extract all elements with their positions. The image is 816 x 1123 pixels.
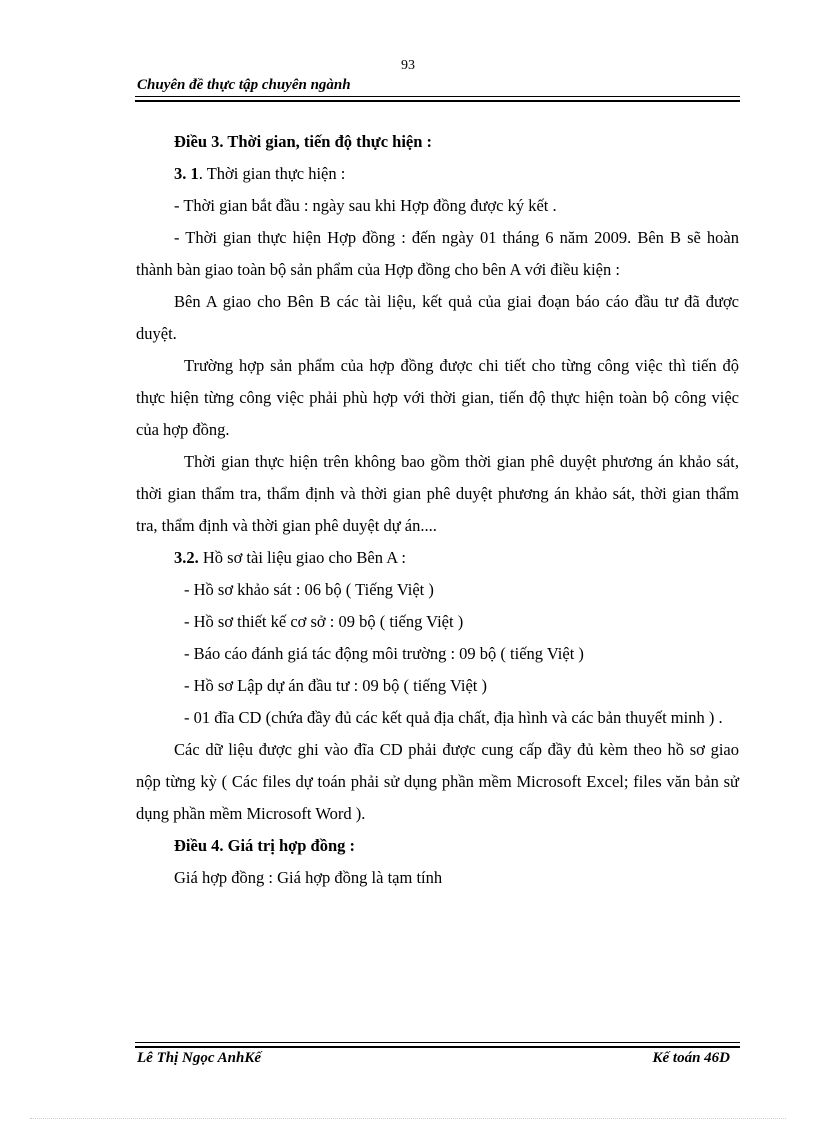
list-item: - Hồ sơ Lập dự án đầu tư : 09 bộ ( tiếng Việt ) [184,676,488,695]
list-item: - Hồ sơ thiết kế cơ sở : 09 bộ ( tiếng Việt ) [184,612,464,631]
paragraph-exclusion: Thời gian thực hiện trên không bao gồm thời gian phê duyệt phương án khảo sát, thời gian thẩm tra, thẩm định và thời gian phê duyệt phương án khảo sát, thời gian thẩm tra, thẩm định và thời gian phê duyệt dự án.... [136,452,739,535]
paragraph-cd: - 01 đĩa CD (chứa đầy đủ các kết quả địa chất, địa hình và các bản thuyết minh ) . [184,708,723,727]
footer-author: Lê Thị Ngọc AnhKế [137,1050,262,1066]
document-body [136,126,739,894]
section-3-2-text: Hồ sơ tài liệu giao cho Bên A : [198,548,406,567]
header-rule [135,96,740,102]
section-3-1 [136,158,739,190]
paragraph-price: Giá hợp đồng : Giá hợp đồng là tạm tính [174,868,443,887]
paragraph-data: Các dữ liệu được ghi vào đĩa CD phải được cung cấp đầy đủ kèm theo hồ sơ giao nộp từng kỳ ( Các files dự toán phải sử dụng phần mềm Microsoft Excel; files văn bản sử dụng phần mềm Microsoft Word ). [136,740,739,823]
paragraph-start-time: - Thời gian bắt đầu : ngày sau khi Hợp đồng được ký kết . [174,196,557,215]
paragraph-duration: - Thời gian thực hiện Hợp đồng : đến ngày 01 tháng 6 năm 2009. Bên B sẽ hoàn thành bàn giao toàn bộ sản phẩm của Hợp đồng cho bên A với điều kiện : [136,228,739,279]
header-title: Chuyên đề thực tập chuyên ngành [137,77,351,93]
paragraph-case: Trường hợp sản phẩm của hợp đồng được chi tiết cho từng công việc thì tiến độ thực hiện từng công việc phải phù hợp với thời gian, tiến độ thực hiện toàn bộ công việc của hợp đồng. [136,356,739,439]
list-item: - Hồ sơ khảo sát : 06 bộ ( Tiếng Việt ) [184,580,434,599]
section-3-2-number: 3.2. [174,548,199,567]
paragraph-condition: Bên A giao cho Bên B các tài liệu, kết quả của giai đoạn báo cáo đầu tư đã được duyệt. [136,292,739,343]
page-number: 93 [401,58,415,73]
list-item: - Báo cáo đánh giá tác động môi trường : 09 bộ ( tiếng Việt ) [184,644,584,663]
section-3-1-number: 3. 1 [174,164,199,183]
article4-heading: Điều 4. Giá trị hợp đồng : [174,836,356,855]
footer-rule [135,1042,740,1048]
section-3-2 [136,542,739,574]
article3-heading: Điều 3. Thời gian, tiến độ thực hiện : [174,132,433,151]
page-bottom-dotted-border [30,1118,786,1119]
footer-class: Kế toán 46D [652,1050,730,1066]
section-3-1-text: . Thời gian thực hiện : [198,164,346,183]
